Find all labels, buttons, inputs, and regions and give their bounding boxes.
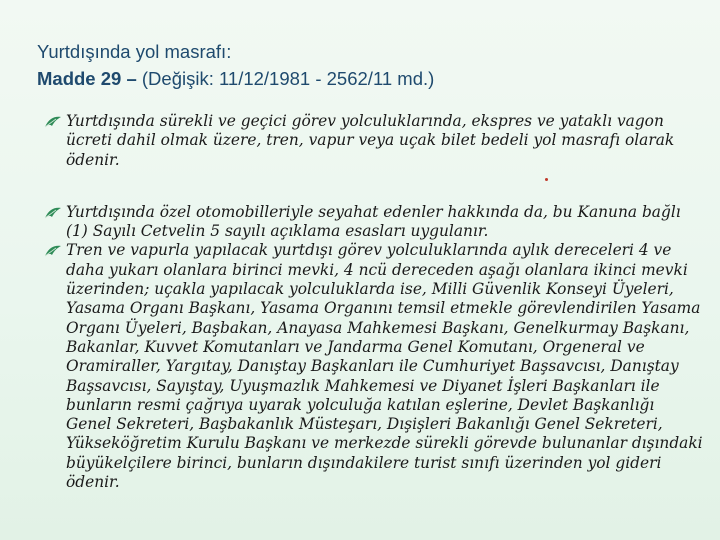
paragraph-2 bbox=[44, 203, 704, 242]
title-line-1: Yurtdışında yol masrafı: bbox=[37, 41, 232, 62]
decorative-dot bbox=[545, 178, 548, 181]
article-number: Madde 29 – bbox=[37, 68, 137, 89]
title-line-2 bbox=[37, 65, 697, 92]
paragraph-3 bbox=[44, 241, 704, 492]
feather-bullet-icon bbox=[44, 244, 62, 258]
paragraph-2-text: Yurtdışında özel otomobilleriyle seyahat edenler hakkında da, bu Kanuna bağlı (1) Sayılı Cetvelin 5 sayılı açıklama esasları uygulanır. bbox=[66, 202, 681, 241]
feather-bullet-icon bbox=[44, 115, 62, 129]
feather-bullet-icon bbox=[44, 206, 62, 220]
paragraph-3-text: Tren ve vapurla yapılacak yurtdışı görev yolculuklarında aylık dereceleri 4 ve daha yukarı olanlara birinci mevki, 4 ncü dereceden aşağı olanlara ikinci mevki üzerinden; uçakla yapılacak yolculuklarda ise, Milli Güvenlik Konseyi Üyeleri, Yasama Organı Başkanı, Yasama Organını temsil etmekle görevlendirilen Yasama Organı Üyeleri, Başbakan, Anayasa Mahkemesi Başkanı, Genelkurmay Başkanı, Bakanlar, Kuvvet Komutanları ve Jandarma Genel Komutanı, Orgeneral ve Oramiraller, Yargıtay, Danıştay Başkanları ile Cumhuriyet Başsavcısı, Danıştay Başsavcısı, Sayıştay, Uyuşmazlık Mahkemesi ve Diyanet İşleri Başkanları ile bunların resmi çağrıya uyarak yolculuğa katılan eşlerine, Devlet Başkanlığı Genel Sekreteri, Başbakanlık Müsteşarı, Dışişleri Bakanlığı Genel Sekreteri, Yükseköğretim Kurulu Başkanı ve merkezde sürekli görevde bulunanlar dışındaki büyükelçilere birinci, bunların dışındakilere turist sınıfı üzerinden yol gideri ödenir. bbox=[66, 241, 703, 492]
paragraph-1 bbox=[44, 112, 704, 170]
slide-body bbox=[44, 112, 704, 492]
slide-title bbox=[37, 38, 697, 92]
paragraph-1-text: Yurtdışında sürekli ve geçici görev yolculuklarında, ekspres ve yataklı vagon ücreti dahil olmak üzere, tren, vapur veya uçak bilet bedeli yol masrafı olarak ödenir. bbox=[66, 112, 675, 169]
amendment-note: (Değişik: 11/12/1981 - 2562/11 md.) bbox=[136, 68, 435, 89]
